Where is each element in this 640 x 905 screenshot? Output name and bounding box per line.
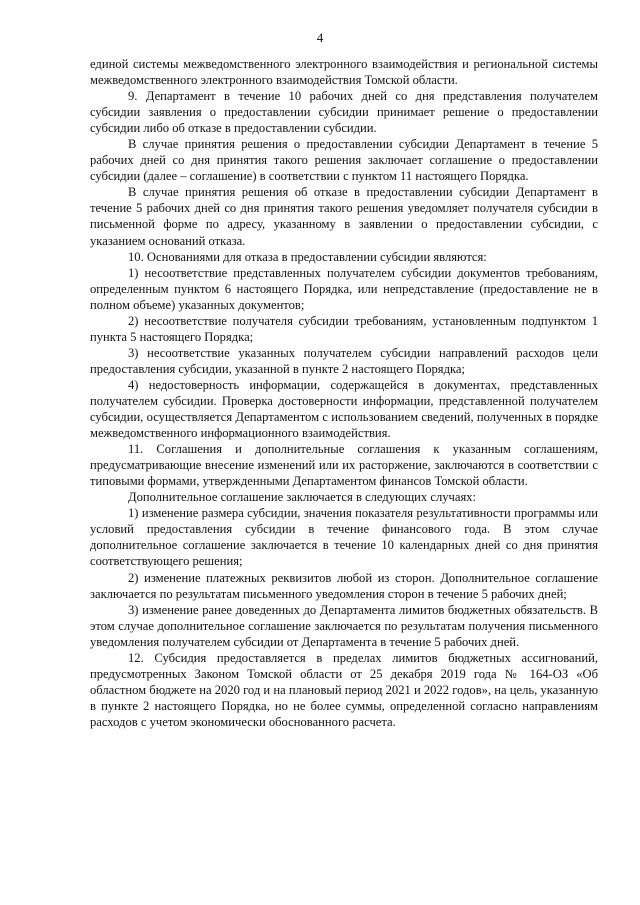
list-item: 2) изменение платежных реквизитов любой из сторон. Дополнительное соглашение заключается по результатам письменного уведомления сторон в течение 5 рабочих дней; [90, 570, 598, 601]
list-item: 2) несоответствие получателя субсидии требованиям, установленным подпунктом 1 пункта 5 настоящего Порядка; [90, 313, 598, 344]
document-body [90, 56, 598, 730]
list-item: 3) изменение ранее доведенных до Департамента лимитов бюджетных обязательств. В этом случае дополнительное соглашение заключается по результатам получения письменного уведомления получателем субсидии от Департамента в течение 5 рабочих дней. [90, 602, 598, 649]
paragraph: 11. Соглашения и дополнительные соглашения к указанным соглашениям, предусматривающие внесение изменений или их расторжение, заключаются в соответствии с типовыми формами, утвержденными Департаментом финансов Томской области. [90, 442, 598, 489]
list-item: 1) несоответствие представленных получателем субсидии документов требованиям, определенным пунктом 6 настоящего Порядка, или непредставление (предоставление не в полном объеме) указанных документов; [90, 265, 598, 312]
paragraph: 10. Основаниями для отказа в предоставлении субсидии являются: [128, 249, 487, 264]
paragraph: Дополнительное соглашение заключается в следующих случаях: [128, 490, 477, 505]
paragraph: В случае принятия решения об отказе в предоставлении субсидии Департамент в течение 5 рабочих дней со дня принятия такого решения уведомляет получателя субсидии в письменной форме по адресу, указанному в заявлении о предоставлении субсидии, с указанием оснований отказа. [90, 185, 598, 248]
list-item: 4) недостоверность информации, содержащейся в документах, представленных получателем субсидии. Проверка достоверности информации, представленной получателем субсидии, осуществляется Департаментом с использованием сведений, полученных в порядке межведомственного информационного взаимодействия. [90, 377, 598, 441]
paragraph: В случае принятия решения о предоставлении субсидии Департамент в течение 5 рабочих дней со дня принятия такого решения заключает соглашение о предоставлении субсидии (далее – соглашение) в соответствии с пунктом 11 настоящего Порядка. [90, 137, 598, 184]
list-item: 1) изменение размера субсидии, значения показателя результативности программы или условий предоставления субсидии в течение финансового года. В этом случае дополнительное соглашение заключается в течение 10 календарных дней со дня принятия соответствующего решения; [90, 506, 598, 569]
paragraph: 12. Субсидия предоставляется в пределах лимитов бюджетных ассигнований, предусмотренных Законом Томской области от 25 декабря 2019 года № 164-ОЗ «Об областном бюджете на 2020 год и на плановый период 2021 и 2022 годов», на цель, указанную в пункте 2 настоящего Порядка, но не более суммы, определенной согласно направлениям расходов с учетом экономически обоснованного расчета. [90, 650, 598, 729]
page-number: 4 [316, 30, 324, 45]
paragraph: единой системы межведомственного электронного взаимодействия и региональной системы межведомственного электронного взаимодействия Томской области. [90, 57, 598, 88]
paragraph: 9. Департамент в течение 10 рабочих дней со дня представления получателем субсидии заявления о предоставлении субсидии принимает решение о предоставлении субсидии либо об отказе в предоставлении субсидии. [90, 89, 598, 136]
list-item: 3) несоответствие указанных получателем субсидии направлений расходов цели предоставления субсидии, указанной в пункте 2 настоящего Порядка; [90, 345, 598, 376]
